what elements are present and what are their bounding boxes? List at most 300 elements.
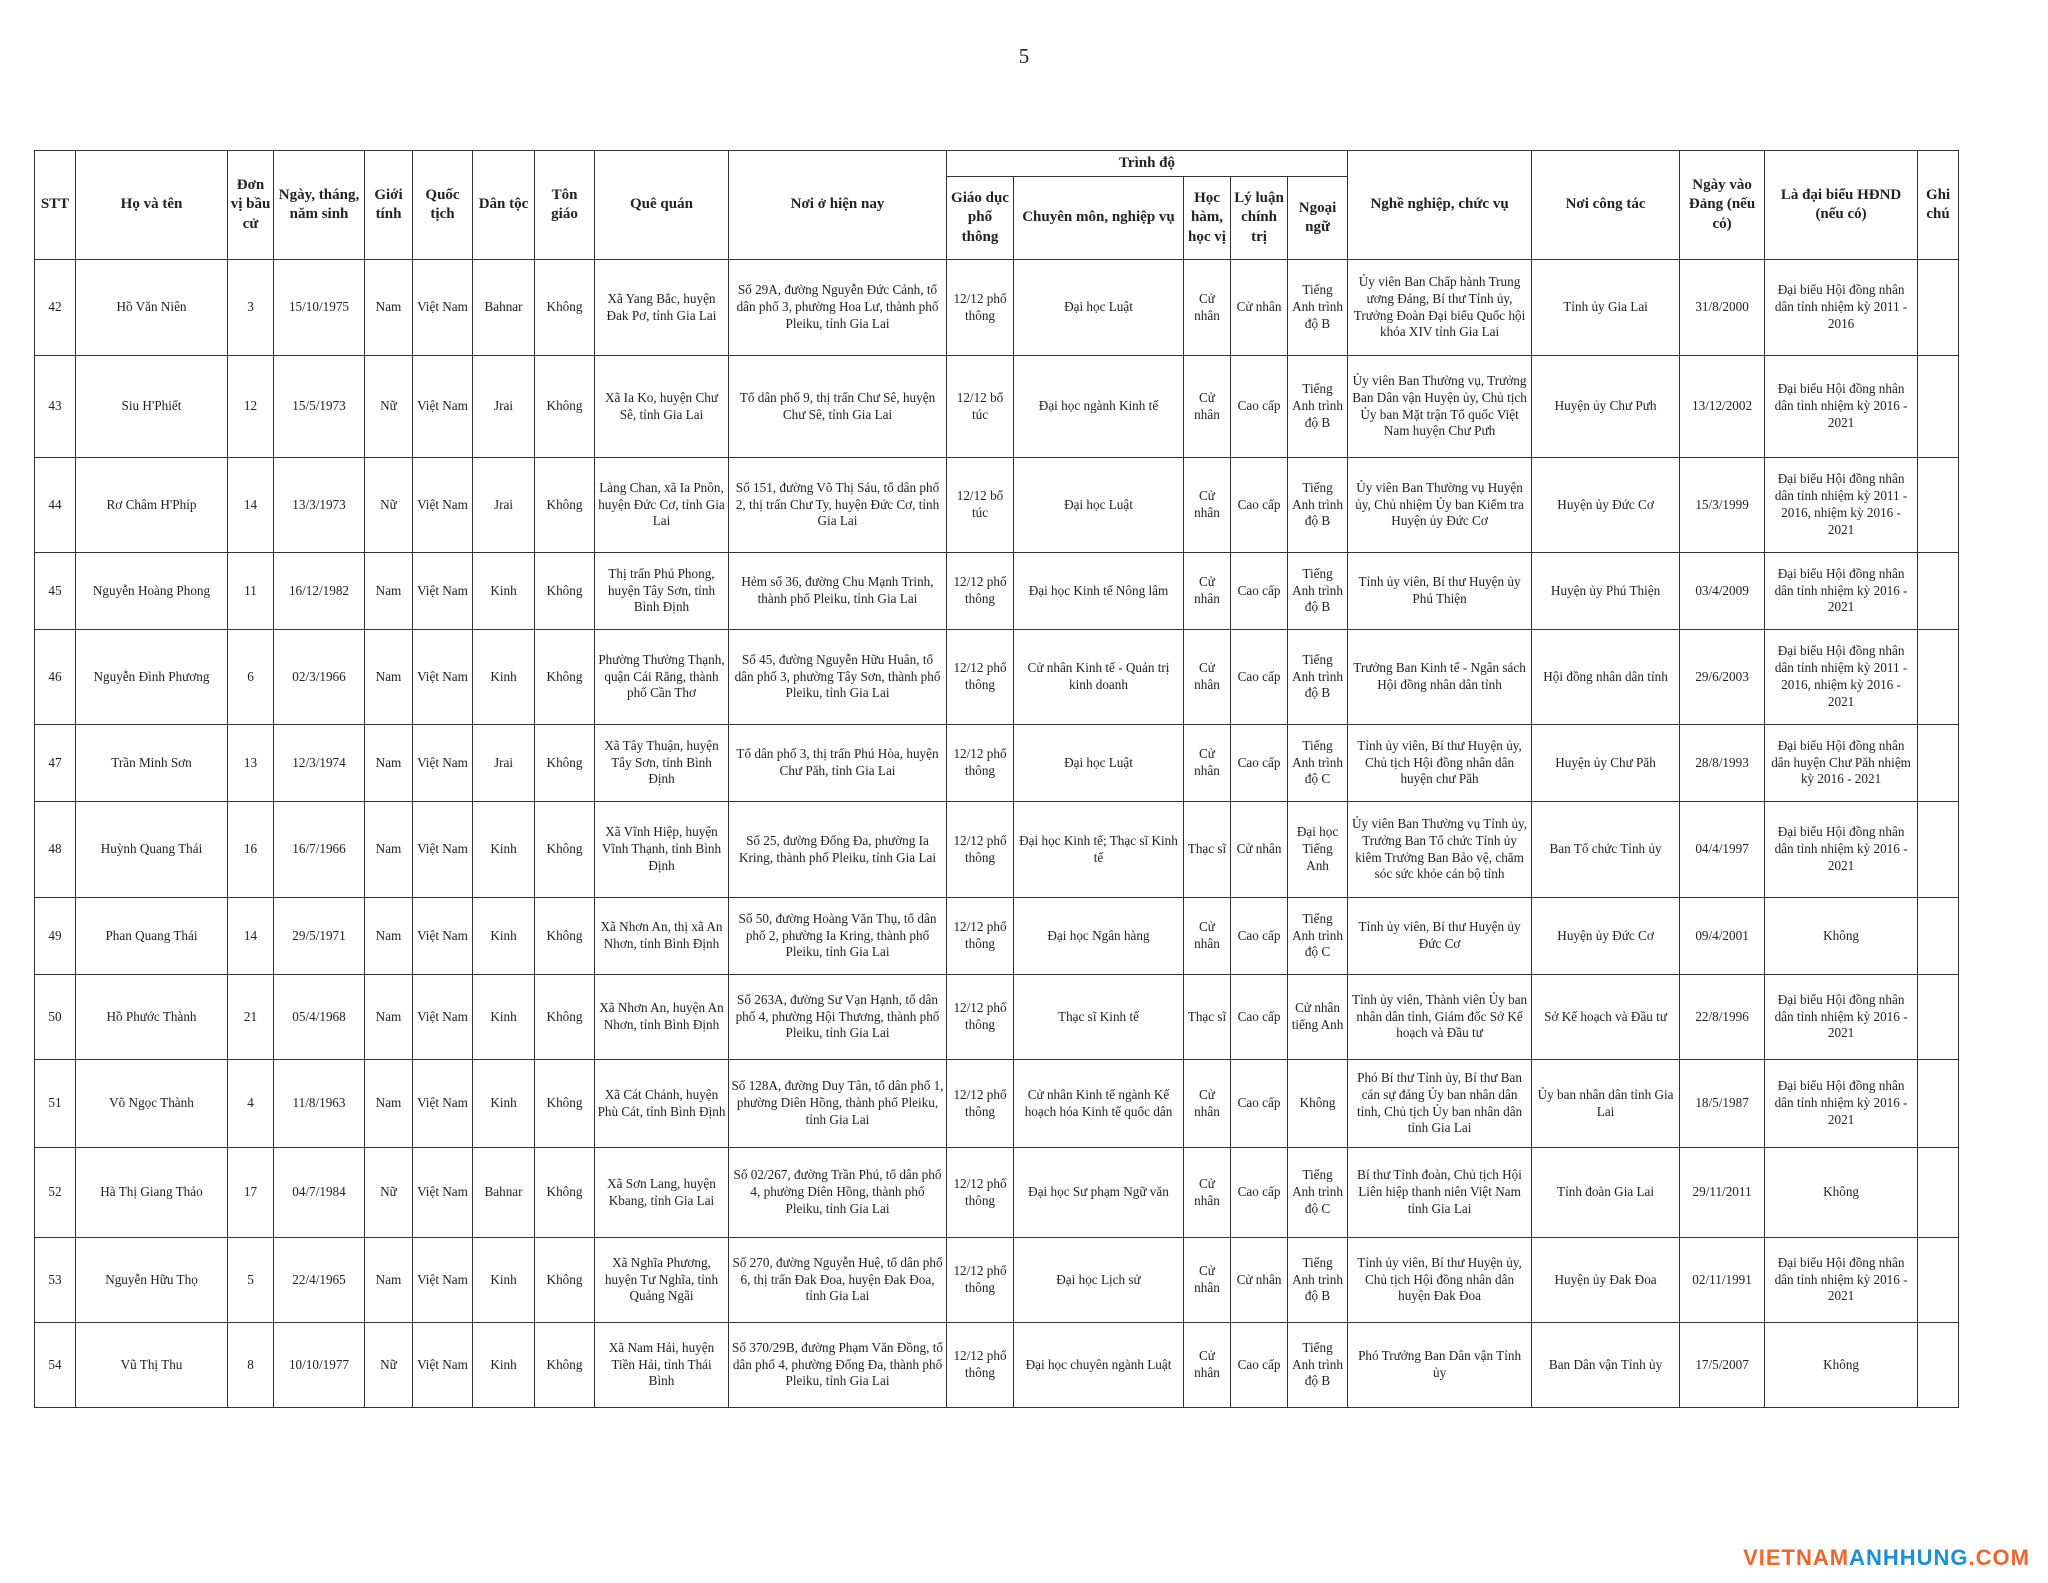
cell-gender: Nữ xyxy=(365,1323,413,1408)
cell-political: Cao cấp xyxy=(1231,1323,1288,1408)
cell-political: Cao cấp xyxy=(1231,1148,1288,1238)
table-row xyxy=(35,553,1959,630)
cell-party-date: 02/11/1991 xyxy=(1680,1238,1765,1323)
cell-academic: Cử nhân xyxy=(1184,1060,1231,1148)
cell-religion: Không xyxy=(535,898,595,975)
cell-ethnic: Jrai xyxy=(473,725,535,802)
header-party-date: Ngày vào Đảng (nếu có) xyxy=(1680,151,1765,260)
cell-workplace: Tỉnh ủy Gia Lai xyxy=(1532,260,1680,356)
cell-residence: Tổ dân phố 9, thị trấn Chư Sê, huyện Chư Sê, tỉnh Gia Lai xyxy=(729,356,947,458)
header-hometown: Quê quán xyxy=(595,151,729,260)
cell-specialty: Đại học Sư phạm Ngữ văn xyxy=(1014,1148,1184,1238)
cell-position: Ủy viên Ban Thường vụ, Trưởng Ban Dân vận Huyện ủy, Chủ tịch Ủy ban Mặt trận Tổ quốc Việt Nam huyện Chư Pưh xyxy=(1348,356,1532,458)
cell-general-edu: 12/12 phổ thông xyxy=(947,725,1014,802)
cell-general-edu: 12/12 phổ thông xyxy=(947,1238,1014,1323)
cell-dob: 05/4/1968 xyxy=(274,975,365,1060)
cell-general-edu: 12/12 phổ thông xyxy=(947,802,1014,898)
cell-specialty: Đại học Luật xyxy=(1014,458,1184,553)
cell-residence: Số 270, đường Nguyễn Huệ, tổ dân phố 6, thị trấn Đak Đoa, huyện Đak Đoa, tỉnh Gia Lai xyxy=(729,1238,947,1323)
header-name: Họ và tên xyxy=(76,151,228,260)
cell-hometown: Xã Cát Chánh, huyện Phù Cát, tỉnh Bình Định xyxy=(595,1060,729,1148)
cell-council: Đại biểu Hội đồng nhân dân tỉnh nhiệm kỳ 2011 - 2016 xyxy=(1765,260,1918,356)
cell-specialty: Đại học Ngân hàng xyxy=(1014,898,1184,975)
cell-religion: Không xyxy=(535,630,595,725)
cell-council: Đại biểu Hội đồng nhân dân tỉnh nhiệm kỳ 2016 - 2021 xyxy=(1765,356,1918,458)
cell-council: Đại biểu Hội đồng nhân dân tỉnh nhiệm kỳ 2016 - 2021 xyxy=(1765,802,1918,898)
cell-name: Nguyễn Hoàng Phong xyxy=(76,553,228,630)
cell-stt: 44 xyxy=(35,458,76,553)
cell-general-edu: 12/12 phổ thông xyxy=(947,260,1014,356)
cell-political: Cử nhân xyxy=(1231,260,1288,356)
cell-religion: Không xyxy=(535,1238,595,1323)
cell-dob: 22/4/1965 xyxy=(274,1238,365,1323)
header-academic: Học hàm, học vị xyxy=(1184,177,1231,260)
cell-name: Hà Thị Giang Thảo xyxy=(76,1148,228,1238)
cell-dob: 12/3/1974 xyxy=(274,725,365,802)
cell-gender: Nữ xyxy=(365,1148,413,1238)
cell-note xyxy=(1918,975,1959,1060)
cell-language: Tiếng Anh trình độ B xyxy=(1288,1238,1348,1323)
cell-religion: Không xyxy=(535,1148,595,1238)
cell-residence: Số 263A, đường Sư Vạn Hạnh, tổ dân phố 4, phường Hội Thương, thành phố Pleiku, tỉnh Gia Lai xyxy=(729,975,947,1060)
cell-academic: Cử nhân xyxy=(1184,725,1231,802)
cell-council: Đại biểu Hội đồng nhân dân tỉnh nhiệm kỳ 2016 - 2021 xyxy=(1765,1238,1918,1323)
cell-council: Đại biểu Hội đồng nhân dân tỉnh nhiệm kỳ 2011 - 2016, nhiệm kỳ 2016 - 2021 xyxy=(1765,458,1918,553)
cell-stt: 48 xyxy=(35,802,76,898)
cell-ethnic: Bahnar xyxy=(473,260,535,356)
watermark-part-2: ANHHUNG xyxy=(1849,1545,1969,1570)
cell-position: Tỉnh ủy viên, Bí thư Huyện ủy, Chủ tịch Hội đồng nhân dân huyện Đak Đoa xyxy=(1348,1238,1532,1323)
cell-gender: Nam xyxy=(365,802,413,898)
cell-unit: 11 xyxy=(228,553,274,630)
header-education-group: Trình độ xyxy=(947,151,1348,177)
cell-ethnic: Kinh xyxy=(473,802,535,898)
cell-political: Cao cấp xyxy=(1231,1060,1288,1148)
cell-academic: Cử nhân xyxy=(1184,458,1231,553)
cell-specialty: Cử nhân Kinh tế ngành Kế hoạch hóa Kinh tế quốc dân xyxy=(1014,1060,1184,1148)
cell-language: Tiếng Anh trình độ C xyxy=(1288,898,1348,975)
cell-dob: 11/8/1963 xyxy=(274,1060,365,1148)
cell-name: Võ Ngọc Thành xyxy=(76,1060,228,1148)
cell-workplace: Sở Kế hoạch và Đầu tư xyxy=(1532,975,1680,1060)
cell-workplace: Huyện ủy Đức Cơ xyxy=(1532,898,1680,975)
cell-nationality: Việt Nam xyxy=(413,725,473,802)
cell-language: Tiếng Anh trình độ B xyxy=(1288,356,1348,458)
cell-party-date: 15/3/1999 xyxy=(1680,458,1765,553)
cell-religion: Không xyxy=(535,975,595,1060)
cell-unit: 6 xyxy=(228,630,274,725)
cell-hometown: Xã Vĩnh Hiệp, huyện Vĩnh Thạnh, tỉnh Bình Định xyxy=(595,802,729,898)
cell-language: Tiếng Anh trình độ B xyxy=(1288,260,1348,356)
cell-political: Cao cấp xyxy=(1231,458,1288,553)
cell-unit: 16 xyxy=(228,802,274,898)
cell-stt: 47 xyxy=(35,725,76,802)
cell-ethnic: Jrai xyxy=(473,458,535,553)
cell-hometown: Xã Nghĩa Phương, huyện Tư Nghĩa, tỉnh Quảng Ngãi xyxy=(595,1238,729,1323)
cell-party-date: 13/12/2002 xyxy=(1680,356,1765,458)
cell-specialty: Đại học Kinh tế Nông lâm xyxy=(1014,553,1184,630)
cell-language: Tiếng Anh trình độ B xyxy=(1288,553,1348,630)
cell-note xyxy=(1918,458,1959,553)
cell-position: Ủy viên Ban Thường vụ Tỉnh ủy, Trưởng Ban Tổ chức Tỉnh ủy kiêm Trưởng Ban Bảo vệ, chăm sóc sức khỏe cán bộ tỉnh xyxy=(1348,802,1532,898)
cell-nationality: Việt Nam xyxy=(413,553,473,630)
cell-position: Trưởng Ban Kinh tế - Ngân sách Hội đồng nhân dân tỉnh xyxy=(1348,630,1532,725)
cell-religion: Không xyxy=(535,1060,595,1148)
cell-religion: Không xyxy=(535,553,595,630)
cell-academic: Cử nhân xyxy=(1184,553,1231,630)
cell-party-date: 03/4/2009 xyxy=(1680,553,1765,630)
header-dob: Ngày, tháng, năm sinh xyxy=(274,151,365,260)
cell-religion: Không xyxy=(535,260,595,356)
cell-position: Ủy viên Ban Chấp hành Trung ương Đảng, Bí thư Tỉnh ủy, Trưởng Đoàn Đại biểu Quốc hội khóa XIV tỉnh Gia Lai xyxy=(1348,260,1532,356)
cell-workplace: Huyện ủy Đức Cơ xyxy=(1532,458,1680,553)
header-row xyxy=(35,151,1959,177)
cell-nationality: Việt Nam xyxy=(413,1148,473,1238)
header-stt: STT xyxy=(35,151,76,260)
cell-gender: Nữ xyxy=(365,458,413,553)
header-ethnic: Dân tộc xyxy=(473,151,535,260)
cell-party-date: 29/11/2011 xyxy=(1680,1148,1765,1238)
table-row xyxy=(35,1323,1959,1408)
cell-unit: 12 xyxy=(228,356,274,458)
cell-dob: 04/7/1984 xyxy=(274,1148,365,1238)
cell-name: Rơ Châm H'Phíp xyxy=(76,458,228,553)
header-general-edu: Giáo dục phổ thông xyxy=(947,177,1014,260)
cell-workplace: Huyện ủy Chư Pưh xyxy=(1532,356,1680,458)
table-row xyxy=(35,458,1959,553)
page-number: 5 xyxy=(1018,44,1030,68)
cell-dob: 10/10/1977 xyxy=(274,1323,365,1408)
cell-language: Tiếng Anh trình độ C xyxy=(1288,725,1348,802)
cell-council: Đại biểu Hội đồng nhân dân tỉnh nhiệm kỳ 2016 - 2021 xyxy=(1765,975,1918,1060)
header-religion: Tôn giáo xyxy=(535,151,595,260)
cell-gender: Nam xyxy=(365,553,413,630)
cell-nationality: Việt Nam xyxy=(413,1060,473,1148)
cell-unit: 17 xyxy=(228,1148,274,1238)
cell-stt: 50 xyxy=(35,975,76,1060)
cell-council: Không xyxy=(1765,1148,1918,1238)
cell-dob: 15/10/1975 xyxy=(274,260,365,356)
cell-political: Cao cấp xyxy=(1231,898,1288,975)
cell-party-date: 22/8/1996 xyxy=(1680,975,1765,1060)
cell-specialty: Thạc sĩ Kinh tế xyxy=(1014,975,1184,1060)
cell-position: Phó Bí thư Tỉnh ủy, Bí thư Ban cán sự đảng Ủy ban nhân dân tỉnh, Chủ tịch Ủy ban nhân dân tỉnh Gia Lai xyxy=(1348,1060,1532,1148)
cell-stt: 54 xyxy=(35,1323,76,1408)
cell-gender: Nam xyxy=(365,725,413,802)
cell-nationality: Việt Nam xyxy=(413,802,473,898)
table-row xyxy=(35,356,1959,458)
cell-name: Siu H'Phiết xyxy=(76,356,228,458)
cell-stt: 51 xyxy=(35,1060,76,1148)
cell-name: Nguyễn Hữu Thọ xyxy=(76,1238,228,1323)
cell-academic: Cử nhân xyxy=(1184,356,1231,458)
cell-political: Cao cấp xyxy=(1231,553,1288,630)
cell-note xyxy=(1918,898,1959,975)
cell-academic: Thạc sĩ xyxy=(1184,802,1231,898)
cell-language: Cử nhân tiếng Anh xyxy=(1288,975,1348,1060)
cell-ethnic: Jrai xyxy=(473,356,535,458)
cell-note xyxy=(1918,802,1959,898)
cell-general-edu: 12/12 phổ thông xyxy=(947,898,1014,975)
cell-specialty: Đại học Luật xyxy=(1014,725,1184,802)
cell-unit: 4 xyxy=(228,1060,274,1148)
cell-note xyxy=(1918,260,1959,356)
cell-workplace: Huyện ủy Chư Păh xyxy=(1532,725,1680,802)
cell-name: Trần Minh Sơn xyxy=(76,725,228,802)
cell-language: Đại học Tiếng Anh xyxy=(1288,802,1348,898)
cell-specialty: Đại học Lịch sử xyxy=(1014,1238,1184,1323)
cell-gender: Nam xyxy=(365,1238,413,1323)
watermark-logo xyxy=(1743,1545,2030,1571)
cell-residence: Số 128A, đường Duy Tân, tổ dân phố 1, phường Diên Hồng, thành phố Pleiku, tỉnh Gia Lai xyxy=(729,1060,947,1148)
cell-residence: Tổ dân phố 3, thị trấn Phú Hòa, huyện Chư Păh, tỉnh Gia Lai xyxy=(729,725,947,802)
header-political: Lý luận chính trị xyxy=(1231,177,1288,260)
cell-workplace: Huyện ủy Phú Thiện xyxy=(1532,553,1680,630)
cell-academic: Cử nhân xyxy=(1184,1323,1231,1408)
header-nationality: Quốc tịch xyxy=(413,151,473,260)
cell-language: Tiếng Anh trình độ B xyxy=(1288,1323,1348,1408)
cell-hometown: Làng Chan, xã Ia Pnôn, huyện Đức Cơ, tỉnh Gia Lai xyxy=(595,458,729,553)
cell-ethnic: Kinh xyxy=(473,975,535,1060)
cell-note xyxy=(1918,1238,1959,1323)
watermark-part-1: VIETNAM xyxy=(1743,1545,1850,1570)
header-unit: Đơn vị bầu cử xyxy=(228,151,274,260)
cell-specialty: Đại học Luật xyxy=(1014,260,1184,356)
cell-note xyxy=(1918,356,1959,458)
cell-dob: 13/3/1973 xyxy=(274,458,365,553)
cell-party-date: 18/5/1987 xyxy=(1680,1060,1765,1148)
cell-general-edu: 12/12 phổ thông xyxy=(947,975,1014,1060)
cell-council: Đại biểu Hội đồng nhân dân tỉnh nhiệm kỳ 2016 - 2021 xyxy=(1765,553,1918,630)
cell-hometown: Thị trấn Phú Phong, huyện Tây Sơn, tỉnh Bình Định xyxy=(595,553,729,630)
cell-name: Phan Quang Thái xyxy=(76,898,228,975)
cell-specialty: Cử nhân Kinh tế - Quản trị kinh doanh xyxy=(1014,630,1184,725)
cell-religion: Không xyxy=(535,458,595,553)
cell-nationality: Việt Nam xyxy=(413,1238,473,1323)
cell-political: Cao cấp xyxy=(1231,975,1288,1060)
cell-specialty: Đại học Kinh tế; Thạc sĩ Kinh tế xyxy=(1014,802,1184,898)
cell-dob: 16/12/1982 xyxy=(274,553,365,630)
cell-nationality: Việt Nam xyxy=(413,458,473,553)
cell-residence: Hẻm số 36, đường Chu Mạnh Trinh, thành phố Pleiku, tỉnh Gia Lai xyxy=(729,553,947,630)
table-row xyxy=(35,1238,1959,1323)
cell-note xyxy=(1918,1323,1959,1408)
cell-note xyxy=(1918,725,1959,802)
table-row xyxy=(35,725,1959,802)
header-position: Nghề nghiệp, chức vụ xyxy=(1348,151,1532,260)
cell-council: Không xyxy=(1765,1323,1918,1408)
cell-hometown: Xã Nam Hải, huyện Tiền Hải, tỉnh Thái Bình xyxy=(595,1323,729,1408)
cell-position: Tỉnh ủy viên, Bí thư Huyện ủy Đức Cơ xyxy=(1348,898,1532,975)
cell-political: Cao cấp xyxy=(1231,356,1288,458)
cell-stt: 53 xyxy=(35,1238,76,1323)
cell-specialty: Đại học chuyên ngành Luật xyxy=(1014,1323,1184,1408)
cell-party-date: 09/4/2001 xyxy=(1680,898,1765,975)
cell-name: Hồ Văn Niên xyxy=(76,260,228,356)
cell-name: Vũ Thị Thu xyxy=(76,1323,228,1408)
cell-academic: Cử nhân xyxy=(1184,1238,1231,1323)
cell-nationality: Việt Nam xyxy=(413,260,473,356)
header-language: Ngoại ngữ xyxy=(1288,177,1348,260)
cell-religion: Không xyxy=(535,802,595,898)
cell-position: Bí thư Tỉnh đoàn, Chủ tịch Hội Liên hiệp thanh niên Việt Nam tỉnh Gia Lai xyxy=(1348,1148,1532,1238)
cell-ethnic: Bahnar xyxy=(473,1148,535,1238)
cell-stt: 45 xyxy=(35,553,76,630)
cell-stt: 49 xyxy=(35,898,76,975)
cell-party-date: 28/8/1993 xyxy=(1680,725,1765,802)
cell-residence: Số 02/267, đường Trần Phú, tổ dân phố 4, phường Diên Hồng, thành phố Pleiku, tỉnh Gia Lai xyxy=(729,1148,947,1238)
cell-position: Ủy viên Ban Thường vụ Huyện ủy, Chủ nhiệm Ủy ban Kiểm tra Huyện ủy Đức Cơ xyxy=(1348,458,1532,553)
cell-general-edu: 12/12 phổ thông xyxy=(947,1323,1014,1408)
cell-hometown: Xã Nhơn An, thị xã An Nhơn, tỉnh Bình Định xyxy=(595,898,729,975)
cell-nationality: Việt Nam xyxy=(413,356,473,458)
cell-language: Tiếng Anh trình độ C xyxy=(1288,1148,1348,1238)
header-council: Là đại biểu HĐND (nếu có) xyxy=(1765,151,1918,260)
cell-unit: 14 xyxy=(228,458,274,553)
cell-note xyxy=(1918,1060,1959,1148)
cell-gender: Nữ xyxy=(365,356,413,458)
cell-residence: Số 151, đường Võ Thị Sáu, tổ dân phố 2, thị trấn Chư Ty, huyện Đức Cơ, tỉnh Gia Lai xyxy=(729,458,947,553)
cell-ethnic: Kinh xyxy=(473,1323,535,1408)
cell-unit: 8 xyxy=(228,1323,274,1408)
cell-unit: 13 xyxy=(228,725,274,802)
cell-stt: 42 xyxy=(35,260,76,356)
cell-workplace: Tỉnh đoàn Gia Lai xyxy=(1532,1148,1680,1238)
cell-workplace: Hội đồng nhân dân tỉnh xyxy=(1532,630,1680,725)
table-body xyxy=(35,260,1959,1408)
cell-ethnic: Kinh xyxy=(473,553,535,630)
cell-ethnic: Kinh xyxy=(473,1238,535,1323)
cell-council: Đại biểu Hội đồng nhân dân tỉnh nhiệm kỳ 2011 - 2016, nhiệm kỳ 2016 - 2021 xyxy=(1765,630,1918,725)
cell-gender: Nam xyxy=(365,1060,413,1148)
cell-residence: Số 29A, đường Nguyễn Đức Cảnh, tổ dân phố 3, phường Hoa Lư, thành phố Pleiku, tỉnh Gia Lai xyxy=(729,260,947,356)
header-specialty: Chuyên môn, nghiệp vụ xyxy=(1014,177,1184,260)
cell-dob: 29/5/1971 xyxy=(274,898,365,975)
cell-nationality: Việt Nam xyxy=(413,630,473,725)
header-note: Ghi chú xyxy=(1918,151,1959,260)
table-row xyxy=(35,1060,1959,1148)
cell-dob: 02/3/1966 xyxy=(274,630,365,725)
header-residence: Nơi ở hiện nay xyxy=(729,151,947,260)
cell-language: Tiếng Anh trình độ B xyxy=(1288,458,1348,553)
cell-specialty: Đại học ngành Kinh tế xyxy=(1014,356,1184,458)
cell-residence: Số 45, đường Nguyễn Hữu Huân, tổ dân phố 3, phường Tây Sơn, thành phố Pleiku, tỉnh Gia Lai xyxy=(729,630,947,725)
cell-workplace: Ban Tổ chức Tỉnh ủy xyxy=(1532,802,1680,898)
cell-party-date: 31/8/2000 xyxy=(1680,260,1765,356)
cell-note xyxy=(1918,1148,1959,1238)
cell-stt: 43 xyxy=(35,356,76,458)
cell-religion: Không xyxy=(535,1323,595,1408)
watermark-part-3: .COM xyxy=(1968,1545,2030,1570)
cell-academic: Cử nhân xyxy=(1184,630,1231,725)
cell-hometown: Xã Nhơn An, huyện An Nhơn, tỉnh Bình Định xyxy=(595,975,729,1060)
cell-political: Cao cấp xyxy=(1231,725,1288,802)
header-workplace: Nơi công tác xyxy=(1532,151,1680,260)
cell-workplace: Huyện ủy Đak Đoa xyxy=(1532,1238,1680,1323)
cell-note xyxy=(1918,553,1959,630)
cell-hometown: Xã Sơn Lang, huyện Kbang, tỉnh Gia Lai xyxy=(595,1148,729,1238)
cell-dob: 16/7/1966 xyxy=(274,802,365,898)
cell-political: Cao cấp xyxy=(1231,630,1288,725)
table-row xyxy=(35,630,1959,725)
cell-general-edu: 12/12 phổ thông xyxy=(947,630,1014,725)
table-row xyxy=(35,975,1959,1060)
cell-unit: 5 xyxy=(228,1238,274,1323)
cell-workplace: Ủy ban nhân dân tỉnh Gia Lai xyxy=(1532,1060,1680,1148)
cell-political: Cử nhân xyxy=(1231,802,1288,898)
cell-party-date: 17/5/2007 xyxy=(1680,1323,1765,1408)
cell-residence: Số 25, đường Đống Đa, phường Ia Kring, thành phố Pleiku, tỉnh Gia Lai xyxy=(729,802,947,898)
cell-position: Tỉnh ủy viên, Bí thư Huyện ủy, Chủ tịch Hội đồng nhân dân huyện chư Păh xyxy=(1348,725,1532,802)
cell-party-date: 29/6/2003 xyxy=(1680,630,1765,725)
cell-academic: Thạc sĩ xyxy=(1184,975,1231,1060)
table-row xyxy=(35,898,1959,975)
cell-academic: Cử nhân xyxy=(1184,898,1231,975)
cell-general-edu: 12/12 phổ thông xyxy=(947,553,1014,630)
cell-general-edu: 12/12 phổ thông xyxy=(947,1060,1014,1148)
cell-hometown: Xã Ia Ko, huyện Chư Sê, tỉnh Gia Lai xyxy=(595,356,729,458)
cell-religion: Không xyxy=(535,356,595,458)
cell-general-edu: 12/12 phổ thông xyxy=(947,1148,1014,1238)
cell-unit: 3 xyxy=(228,260,274,356)
cell-hometown: Xã Tây Thuận, huyện Tây Sơn, tỉnh Bình Định xyxy=(595,725,729,802)
cell-dob: 15/5/1973 xyxy=(274,356,365,458)
cell-academic: Cử nhân xyxy=(1184,1148,1231,1238)
cell-residence: Số 50, đường Hoàng Văn Thụ, tổ dân phố 2, phường Ia Kring, thành phố Pleiku, tỉnh Gia Lai xyxy=(729,898,947,975)
cell-political: Cử nhân xyxy=(1231,1238,1288,1323)
cell-ethnic: Kinh xyxy=(473,898,535,975)
cell-position: Phó Trưởng Ban Dân vận Tỉnh ủy xyxy=(1348,1323,1532,1408)
cell-party-date: 04/4/1997 xyxy=(1680,802,1765,898)
cell-religion: Không xyxy=(535,725,595,802)
cell-position: Tỉnh ủy viên, Thành viên Ủy ban nhân dân tỉnh, Giám đốc Sở Kế hoạch và Đầu tư xyxy=(1348,975,1532,1060)
candidate-table xyxy=(34,150,1959,1408)
table-row xyxy=(35,1148,1959,1238)
header-gender: Giới tính xyxy=(365,151,413,260)
cell-residence: Số 370/29B, đường Phạm Văn Đồng, tổ dân phố 4, phường Đống Đa, thành phố Pleiku, tỉnh Gia Lai xyxy=(729,1323,947,1408)
cell-council: Không xyxy=(1765,898,1918,975)
cell-general-edu: 12/12 bổ túc xyxy=(947,458,1014,553)
cell-unit: 14 xyxy=(228,898,274,975)
cell-stt: 46 xyxy=(35,630,76,725)
cell-ethnic: Kinh xyxy=(473,1060,535,1148)
cell-council: Đại biểu Hội đồng nhân dân huyện Chư Păh nhiệm kỳ 2016 - 2021 xyxy=(1765,725,1918,802)
cell-workplace: Ban Dân vận Tỉnh ủy xyxy=(1532,1323,1680,1408)
cell-language: Không xyxy=(1288,1060,1348,1148)
cell-stt: 52 xyxy=(35,1148,76,1238)
cell-academic: Cử nhân xyxy=(1184,260,1231,356)
cell-nationality: Việt Nam xyxy=(413,1323,473,1408)
cell-hometown: Phường Thường Thạnh, quận Cái Răng, thành phố Cần Thơ xyxy=(595,630,729,725)
table-row xyxy=(35,802,1959,898)
cell-gender: Nam xyxy=(365,260,413,356)
cell-language: Tiếng Anh trình độ B xyxy=(1288,630,1348,725)
cell-unit: 21 xyxy=(228,975,274,1060)
cell-nationality: Việt Nam xyxy=(413,975,473,1060)
cell-gender: Nam xyxy=(365,975,413,1060)
cell-nationality: Việt Nam xyxy=(413,898,473,975)
cell-position: Tỉnh ủy viên, Bí thư Huyện ủy Phú Thiện xyxy=(1348,553,1532,630)
table-row xyxy=(35,260,1959,356)
cell-hometown: Xã Yang Bắc, huyện Đak Pơ, tỉnh Gia Lai xyxy=(595,260,729,356)
cell-note xyxy=(1918,630,1959,725)
cell-name: Nguyễn Đình Phương xyxy=(76,630,228,725)
cell-general-edu: 12/12 bổ túc xyxy=(947,356,1014,458)
cell-name: Huỳnh Quang Thái xyxy=(76,802,228,898)
cell-gender: Nam xyxy=(365,630,413,725)
cell-ethnic: Kinh xyxy=(473,630,535,725)
cell-gender: Nam xyxy=(365,898,413,975)
